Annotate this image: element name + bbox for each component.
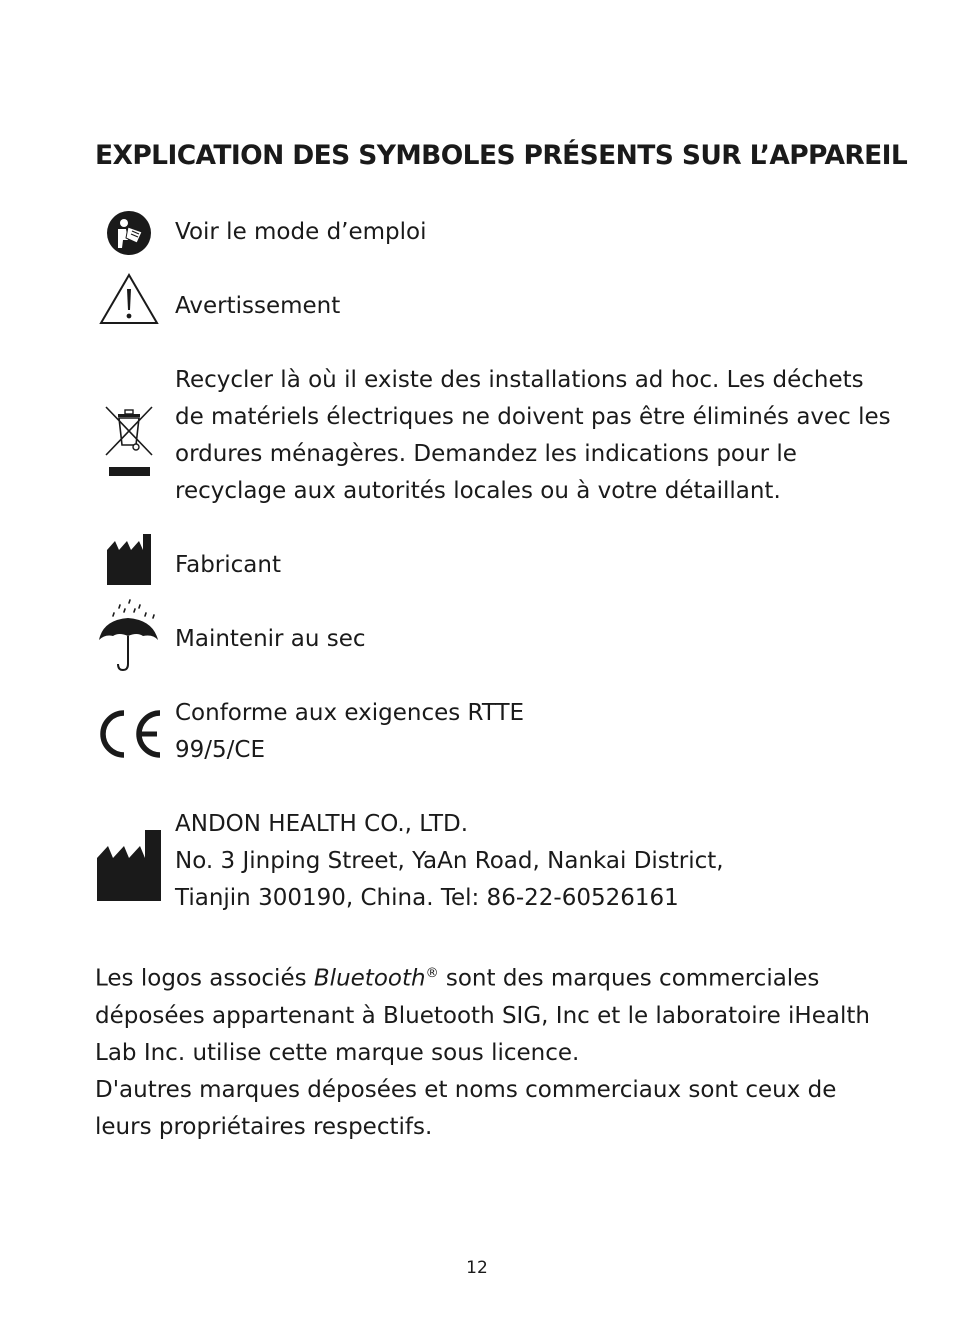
symbol-description-recycling: Recycler là où il existe des installations ad hoc. Les déchets de matériels électriques ne doivent pas être éliminés avec les ordures ménagères. Demandez les indications pour le recyclage aux autorités locales ou à votre détaillant. (175, 367, 891, 504)
keep-dry-umbrella-icon (97, 598, 161, 672)
manufacturer-icon (96, 830, 162, 902)
symbol-description-ce: Conforme aux exigences RTTE 99/5/CE (175, 700, 525, 763)
trademark-notice: Les logos associés Bluetooth® sont des marques commerciales déposées appartenant à Bluetooth SIG, Inc et le laboratoire iHealth Lab Inc. utilise cette marque sous licence. D'autres marques déposées et noms commerciaux sont ceux de leurs propriétaires respectifs. (95, 955, 870, 1146)
ce-mark-icon (94, 708, 166, 760)
page-number: 12 (466, 1258, 488, 1278)
bluetooth-brand: Bluetooth (313, 965, 426, 992)
manufacturer-icon (107, 534, 152, 586)
page-title: EXPLICATION DES SYMBOLES PRÉSENTS SUR L’APPAREIL (95, 140, 908, 171)
symbol-description-warning: Avertissement (175, 293, 341, 319)
symbol-description-instructions: Voir le mode d’emploi (175, 219, 427, 245)
manufacturer-address: ANDON HEALTH CO., LTD. No. 3 Jinping Street, YaAn Road, Nankai District, Tianjin 300190, China. Tel: 86-22-60526161 (175, 811, 724, 911)
trademark-line-1: Les logos associés Bluetooth® sont des marques commerciales (95, 965, 820, 992)
symbol-description-keep-dry: Maintenir au sec (175, 626, 366, 652)
registered-mark: ® (425, 966, 439, 981)
symbol-description-manufacturer: Fabricant (175, 552, 281, 578)
instructions-manual-icon (106, 210, 152, 256)
weee-crossed-bin-icon (103, 403, 155, 479)
warning-triangle-icon (98, 272, 160, 326)
